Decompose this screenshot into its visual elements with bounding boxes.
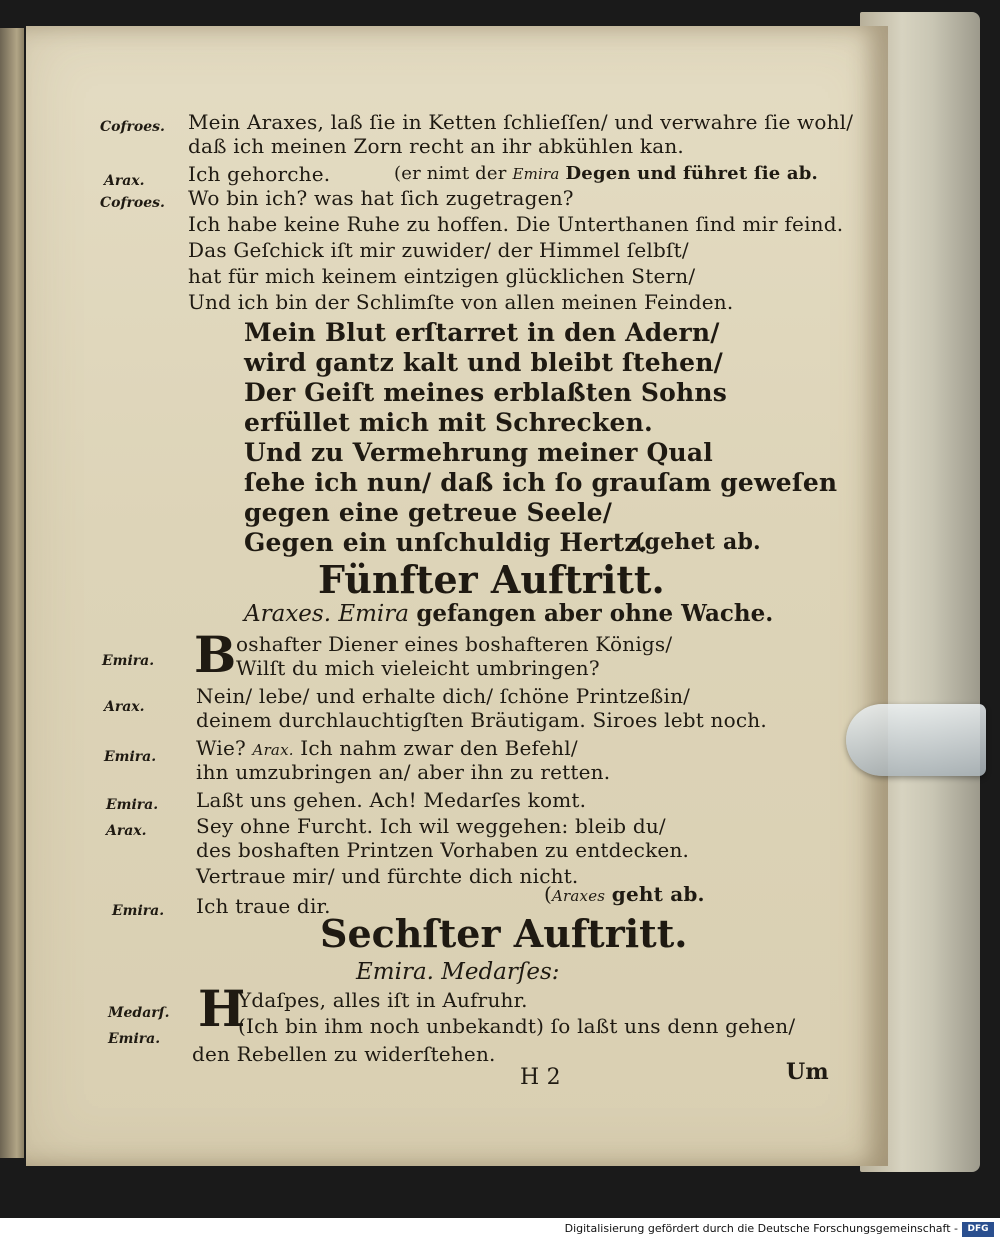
speaker-label: Cofroes. xyxy=(100,119,165,135)
speaker-label: Medarſ. xyxy=(108,1005,170,1021)
drop-capital: B xyxy=(194,625,237,684)
stage-direction-rest: geht ab. xyxy=(611,882,705,906)
aria-line: erfüllet mich mit Schrecken. xyxy=(244,408,653,437)
speaker-label: Emira. xyxy=(106,797,159,813)
aria-line: wird gantz kalt und bleibt ſtehen/ xyxy=(244,348,723,377)
speaker-label: Arax. xyxy=(104,173,145,189)
scene-heading: Fünfter Auftritt. xyxy=(318,557,665,602)
text-line: deinem durchlauchtigſten Bräutigam. Siroes lebt noch. xyxy=(196,708,767,732)
footer-credit: Digitalisierung gefördert durch die Deutsche Forschungsgemeinschaft - xyxy=(564,1222,958,1235)
speaker-label: Cofroes. xyxy=(100,195,165,211)
stage-direction-name: Emira xyxy=(512,165,560,183)
stage-direction: (gehet ab. xyxy=(634,529,761,555)
text-line-rest: Ich nahm zwar den Befehl/ xyxy=(300,736,578,760)
text-line: Wo bin ich? was hat ſich zugetragen? xyxy=(188,186,574,210)
stage-direction xyxy=(394,162,818,186)
scene-cast-names: Emira. Medarſes: xyxy=(356,959,560,985)
speaker-label: Emira. xyxy=(112,903,165,919)
aria-line: Und zu Vermehrung meiner Qual xyxy=(244,438,713,467)
text-line: des boshaften Printzen Vorhaben zu entdecken. xyxy=(196,838,690,862)
scene-heading: Sechſter Auftritt. xyxy=(320,911,688,956)
text-line: Ich gehorche. xyxy=(188,162,331,186)
text-line-start: Wie? xyxy=(196,736,246,760)
text-line: den Rebellen zu widerſtehen. xyxy=(192,1042,496,1066)
speaker-label: Arax. xyxy=(104,699,145,715)
speaker-label: Emira. xyxy=(104,749,157,765)
text-line: Ydaſpes, alles iſt in Aufruhr. xyxy=(238,988,528,1012)
text-line: Vertraue mir/ und fürchte dich nicht. xyxy=(196,864,579,888)
text-line: (Ich bin ihm noch unbekandt) ſo laßt uns denn gehen/ xyxy=(238,1014,796,1038)
page-clip xyxy=(846,704,986,776)
text-line: Das Geſchick iſt mir zuwider/ der Himmel ſelbſt/ xyxy=(188,238,689,262)
text-line: Laßt uns gehen. Ach! Medarſes komt. xyxy=(196,788,587,812)
scene-cast xyxy=(244,600,773,628)
text-line: oshafter Diener eines boshafteren Königs/ xyxy=(236,632,673,656)
speaker-label: Emira. xyxy=(108,1031,161,1047)
scene-cast-names: Araxes. Emira xyxy=(244,601,409,627)
signature-mark: H 2 xyxy=(520,1065,561,1090)
text-line: Sey ohne Furcht. Ich wil weggehen: bleib du/ xyxy=(196,814,666,838)
stage-direction-rest: Degen und führet ſie ab. xyxy=(565,163,819,184)
footer-bar xyxy=(0,1218,1000,1242)
aria-line: Gegen ein unſchuldig Hertz. xyxy=(244,528,648,557)
text-line: Und ich bin der Schlimſte von allen meinen Feinden. xyxy=(188,290,734,314)
stage-direction-name: Araxes xyxy=(552,887,606,905)
text-line: Ich habe keine Ruhe zu hoffen. Die Unterthanen ſind mir feind. xyxy=(188,212,844,236)
catchword: Um xyxy=(786,1059,829,1085)
text-line: Mein Araxes, laß ſie in Ketten ſchlieſſen/ und verwahre ſie wohl/ xyxy=(188,110,854,134)
text-line: Ich traue dir. xyxy=(196,894,331,918)
speaker-label: Emira. xyxy=(102,653,155,669)
aria-line: Mein Blut erſtarret in den Adern/ xyxy=(244,318,720,347)
text-line: daß ich meinen Zorn recht an ihr abkühlen kan. xyxy=(188,134,684,158)
text-line: Nein/ lebe/ und erhalte dich/ ſchöne Printzeßin/ xyxy=(196,684,691,708)
inline-speaker: Arax. xyxy=(252,741,294,759)
scene-cast xyxy=(356,958,560,986)
dfg-logo: DFG xyxy=(962,1222,994,1237)
drop-capital: H xyxy=(198,979,246,1038)
book-page xyxy=(26,26,888,1166)
text-line: hat für mich keinem eintzigen glücklichen Stern/ xyxy=(188,264,696,288)
left-page-edge xyxy=(0,28,24,1158)
scene-cast-rest: gefangen aber ohne Wache. xyxy=(416,600,774,627)
stage-direction-open: (er nimt der xyxy=(394,163,507,184)
aria-line: gegen eine getreue Seele/ xyxy=(244,498,613,527)
text-line xyxy=(196,736,578,762)
text-line: ihn umzubringen an/ aber ihn zu retten. xyxy=(196,760,611,784)
stage-direction-open: ( xyxy=(544,882,553,906)
speaker-label: Arax. xyxy=(106,823,147,839)
text-line: Wilſt du mich vieleicht umbringen? xyxy=(236,656,600,680)
aria-line: Der Geiſt meines erblaßten Sohns xyxy=(244,378,728,407)
aria-line: ſehe ich nun/ daß ich ſo grauſam geweſen xyxy=(244,468,838,497)
stage-direction xyxy=(544,882,705,908)
